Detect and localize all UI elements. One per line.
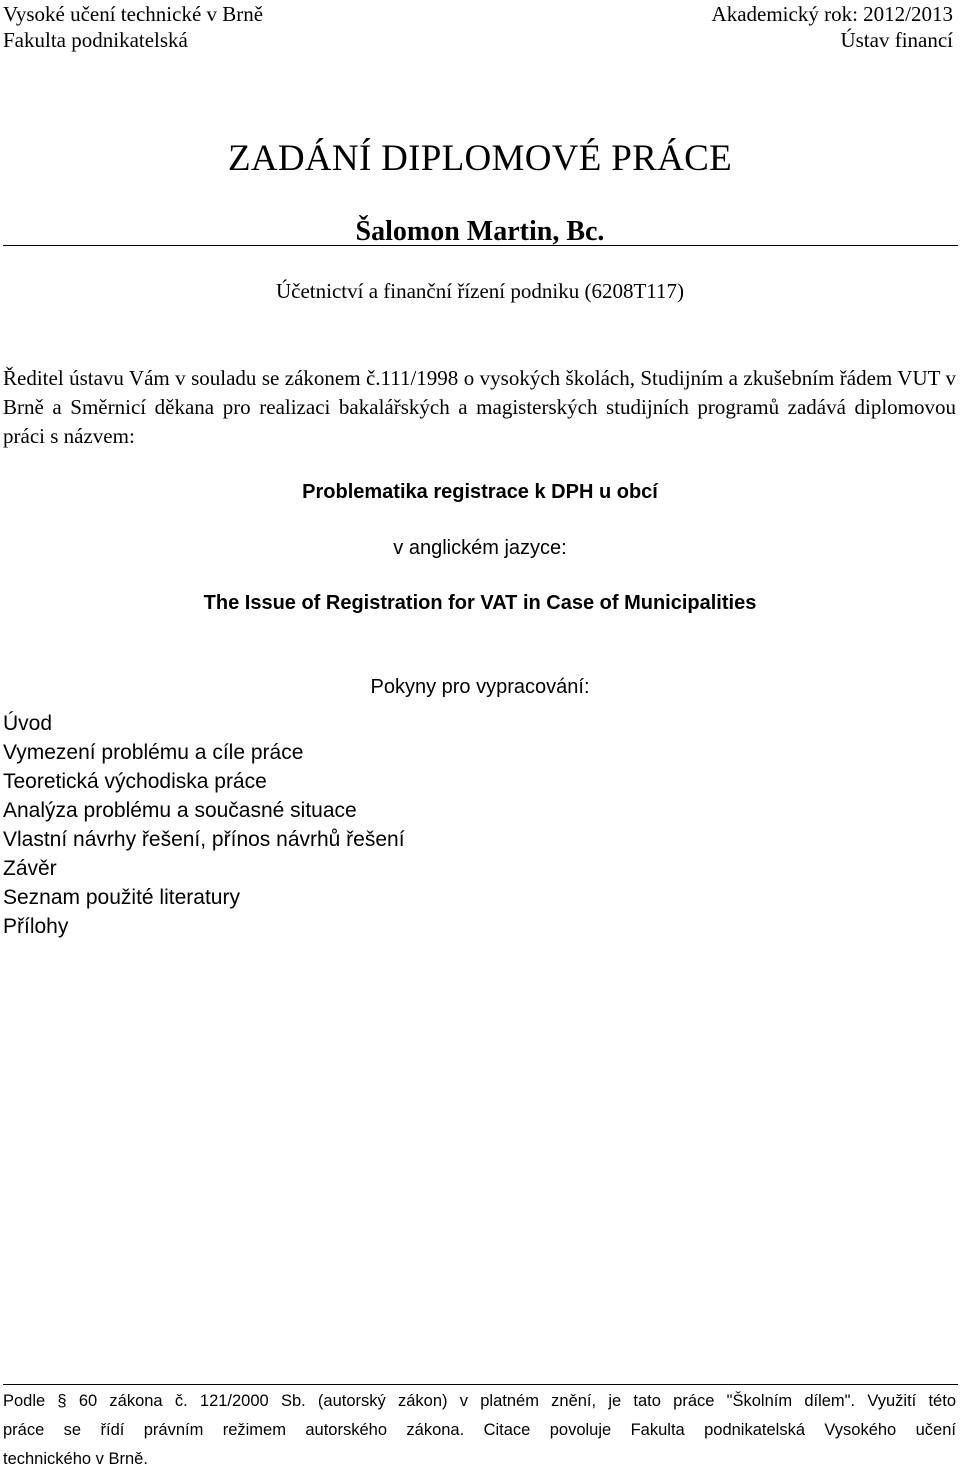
- list-item: Seznam použité literatury: [3, 886, 240, 909]
- list-item: Přílohy: [3, 915, 69, 938]
- faculty-name: Fakulta podnikatelská: [3, 28, 188, 52]
- list-item: Teoretická východiska práce: [3, 770, 267, 793]
- footnote-divider: [3, 1384, 958, 1385]
- university-name: Vysoké učení technické v Brně: [3, 2, 264, 26]
- thesis-title-czech: Problematika registrace k DPH u obcí: [302, 481, 658, 503]
- footnote-line: Podle § 60 zákona č. 121/2000 Sb. (autorský zákon) v platném znění, je tato práce "Školním dílem". Využití této: [3, 1392, 956, 1410]
- english-language-label: v anglickém jazyce:: [393, 537, 567, 559]
- department-name: Ústav financí: [840, 28, 953, 52]
- list-item: Vymezení problému a cíle práce: [3, 741, 304, 764]
- header-right: [712, 1, 953, 53]
- list-item: Analýza problému a současné situace: [3, 799, 357, 822]
- study-program: Účetnictví a finanční řízení podniku (6208T117): [275, 279, 684, 303]
- academic-year: Akademický rok: 2012/2013: [711, 2, 953, 26]
- footnote-line: technického v Brně.: [3, 1450, 148, 1468]
- instructions-heading: Pokyny pro vypracování:: [370, 676, 590, 698]
- intro-paragraph: Ředitel ústavu Vám v souladu se zákonem č.111/1998 o vysokých školách, Studijním a zkušebním řádem VUT v Brně a Směrnicí děkana pro realizaci bakalářských a magisterských studijních programů zadává diplomovou práci s názvem:: [3, 366, 956, 448]
- footnote-line: práce se řídí právním režimem autorského zákona. Citace povoluje Fakulta podnikatelská Vysokého učení: [3, 1421, 956, 1439]
- list-item: Závěr: [3, 857, 57, 880]
- thesis-outline-list: [3, 709, 405, 941]
- copyright-footnote: [3, 1387, 956, 1474]
- student-name: Šalomon Martin, Bc.: [355, 216, 605, 247]
- thesis-title-english: The Issue of Registration for VAT in Case of Municipalities: [203, 592, 757, 614]
- list-item: Vlastní návrhy řešení, přínos návrhů řešení: [3, 828, 405, 851]
- document-title: ZADÁNÍ DIPLOMOVÉ PRÁCE: [227, 138, 733, 179]
- name-divider: [3, 245, 958, 246]
- list-item: Úvod: [3, 712, 53, 735]
- header-left: [3, 1, 263, 53]
